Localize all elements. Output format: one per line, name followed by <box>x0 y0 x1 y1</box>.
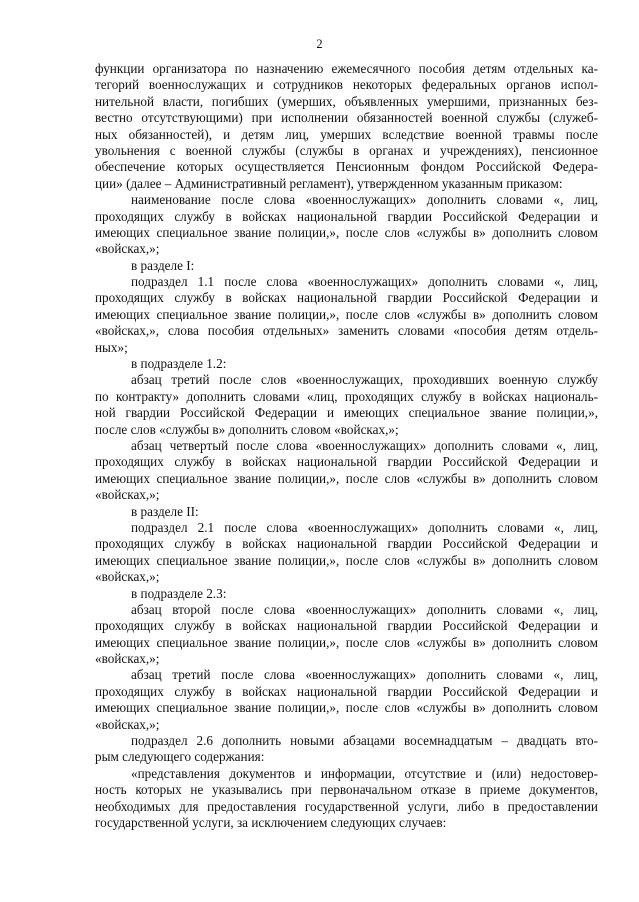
text-line: абзац третий после слова «военнослужащих» дополнить словами «, лиц, <box>131 667 598 683</box>
text-line: ции» (далее – Административный регламент), утвержденном указанным приказом: <box>95 175 563 191</box>
text-line: необходимых для предоставления государственной услуги, либо в предоставлении <box>95 798 598 814</box>
text-line: абзац третий после слов «военнослужащих, проходивших военную службу <box>131 372 598 388</box>
paragraph <box>95 766 598 832</box>
text-line: в подразделе 2.3: <box>131 585 227 601</box>
text-line: нительной власти, погибших (умерших, объявленных умершими, признанных без- <box>95 93 598 109</box>
text-line: наименование после слова «военнослужащих» дополнить словами «, лиц, <box>131 192 598 208</box>
paragraph <box>95 520 598 586</box>
text-line: проходящих службу в войсках национальной гвардии Российской Федерации и <box>95 290 598 306</box>
text-line: «войсках,», слова пособия отдельных» заменить словами «пособия детям отдель- <box>95 323 598 339</box>
paragraph <box>95 61 598 192</box>
text-line: обеспечение которых осуществляется Пенсионным фондом Российской Федера- <box>95 159 598 175</box>
text-line: ность которых не указывались при первоначальном отказе в приеме документов, <box>95 782 598 798</box>
text-line: рым следующего содержания: <box>95 749 265 765</box>
text-line: проходящих службу в войсках национальной гвардии Российской Федерации и <box>95 618 598 634</box>
paragraph <box>95 602 598 668</box>
text-line: по контракту» дополнить словами «лиц, проходящих службу в войсках националь- <box>95 388 598 404</box>
paragraph <box>95 733 598 766</box>
text-line: имеющих специальное звание полиции,», после слов «службы в» дополнить словом <box>95 552 598 568</box>
text-line: проходящих службу в войсках национальной гвардии Российской Федерации и <box>95 454 598 470</box>
text-line: ных»; <box>95 339 128 355</box>
text-line: проходящих службу в войсках национальной гвардии Российской Федерации и <box>95 536 598 552</box>
text-line: «войсках,»; <box>95 241 160 257</box>
text-line: ных обязанностей), и детям лиц, умерших вследствие военной травмы после <box>95 126 598 142</box>
text-line: подраздел 2.6 дополнить новыми абзацами восемнадцатым – двадцать вто- <box>131 733 598 749</box>
paragraph <box>95 274 598 356</box>
text-line: «войсках,»; <box>95 716 160 732</box>
text-line: имеющих специальное звание полиции,», после слов «службы в» дополнить словом <box>95 470 598 486</box>
paragraph <box>95 356 598 372</box>
text-line: «войсках,»; <box>95 651 160 667</box>
text-line: после слов «службы в» дополнить словом «войсках,»; <box>95 421 399 437</box>
text-line: подраздел 2.1 после слова «военнослужащих» дополнить словами «, лиц, <box>131 519 598 535</box>
text-line: вестно отсутствующими) при исполнении обязанностей военной службы (служеб- <box>95 110 598 126</box>
paragraph <box>95 504 598 520</box>
paragraph <box>95 667 598 733</box>
text-line: в разделе II: <box>131 503 199 519</box>
text-line: абзац четвертый после слова «военнослужащих» дополнить словами «, лиц, <box>131 437 598 453</box>
paragraph <box>95 586 598 602</box>
text-line: увольнения с военной службы (службы в органах и учреждениях), пенсионное <box>95 142 598 158</box>
paragraph <box>95 372 598 438</box>
text-line: в разделе I: <box>131 257 195 273</box>
paragraph <box>95 438 598 504</box>
paragraph <box>95 258 598 274</box>
text-line: подраздел 1.1 после слова «военнослужащих» дополнить словами «, лиц, <box>131 274 598 290</box>
text-line: «войсках,»; <box>95 569 160 585</box>
text-line: в подразделе 1.2: <box>131 356 227 372</box>
text-line: проходящих службу в войсках национальной гвардии Российской Федерации и <box>95 208 598 224</box>
text-line: имеющих специальное звание полиции,», после слов «службы в» дополнить словом <box>95 306 598 322</box>
text-line: ной гвардии Российской Федерации и имеющих специальное звание полиции,», <box>95 405 598 421</box>
text-line: «войсках,»; <box>95 487 160 503</box>
text-line: имеющих специальное звание полиции,», после слов «службы в» дополнить словом <box>95 634 598 650</box>
text-line: «представления документов и информации, отсутствие и (или) недостовер- <box>131 765 598 781</box>
text-line: имеющих специальное звание полиции,», после слов «службы в» дополнить словом <box>95 700 598 716</box>
paragraph <box>95 192 598 258</box>
text-line: тегорий военнослужащих и сотрудников некоторых федеральных органов испол- <box>95 77 598 93</box>
text-line: функции организатора по назначению ежемесячного пособия детям отдельных ка- <box>95 61 598 76</box>
text-line: проходящих службу в войсках национальной гвардии Российской Федерации и <box>95 683 598 699</box>
text-line: имеющих специальное звание полиции,», после слов «службы в» дополнить словом <box>95 224 598 240</box>
text-line: государственной услуги, за исключением следующих случаев: <box>95 814 447 830</box>
text-line: абзац второй после слова «военнослужащих» дополнить словами «, лиц, <box>131 601 598 617</box>
document-body <box>95 61 598 831</box>
page-number: 2 <box>316 37 323 51</box>
